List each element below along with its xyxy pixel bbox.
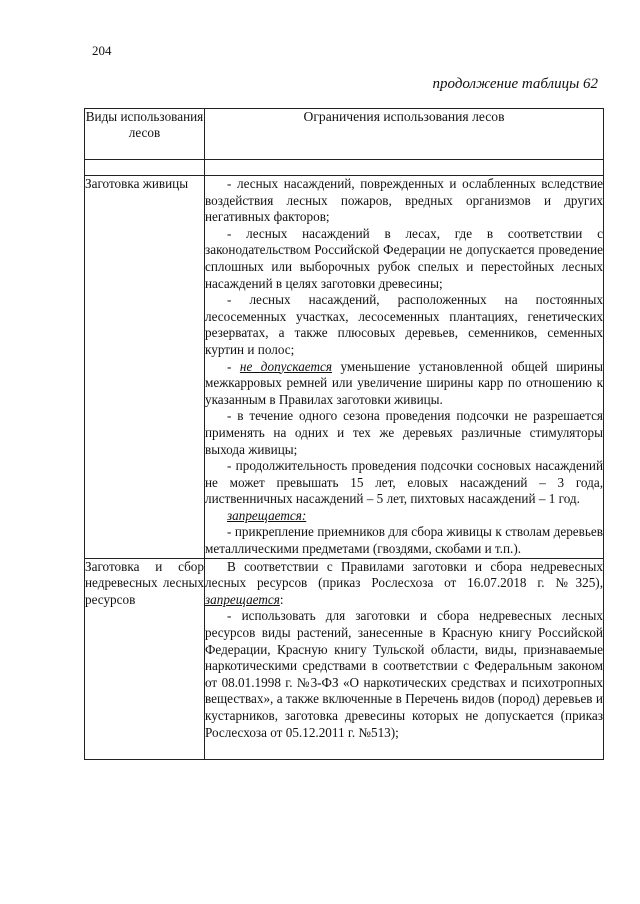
- table-header-row: [85, 109, 604, 160]
- restriction-item: - в течение одного сезона проведения подсочки не разрешается применять на одних и тех же деревьях различные стимуляторы выхода живицы;: [205, 408, 603, 457]
- spacer-cell: [205, 160, 604, 176]
- header-forest-use-types: Виды использования лесов: [85, 109, 205, 160]
- restriction-item: - лесных насаждений в лесах, где в соответствии с законодательством Российской Федерации не допускается проведение сплошных или выборочных рубок спелых и перестойных лесных насаждений в целях заготовки древесины;: [205, 225, 603, 291]
- restriction-item: [205, 359, 603, 409]
- forbidden-heading: запрещается:: [227, 507, 307, 523]
- page-number: 204: [92, 43, 112, 58]
- forest-use-kind: Заготовка живицы: [85, 176, 205, 559]
- restriction-item: - лесных насаждений, поврежденных и ослабленных вследствие воздействия лесных пожаров, вредных организмов и других негативных факторов;: [205, 176, 603, 225]
- restrictions-cell: [205, 558, 604, 759]
- table-spacer-row: [85, 160, 604, 176]
- header-forest-use-restrictions: Ограничения использования лесов: [205, 109, 604, 160]
- forest-use-kind: Заготовка и сбор недревесных лесных ресурсов: [85, 558, 205, 759]
- item-text: уменьшение установленной общей ширины межкарровых ремней или увеличение ширины карр по отношению к указанным в Правилах заготовки живицы.: [205, 358, 603, 407]
- emphasis-not-allowed: не допускается: [239, 358, 332, 374]
- restriction-item: - продолжительность проведения подсочки сосновых насаждений не может превышать 15 лет, еловых насаждений – 3 года, лиственничных насаждений – 5 лет, пихтовых насаждений – 1 год.: [205, 458, 603, 507]
- restrictions-table: [84, 108, 604, 760]
- spacer-cell: [85, 160, 205, 176]
- restrictions-cell: [205, 176, 604, 559]
- restriction-item: - лесных насаждений, расположенных на постоянных лесосеменных участках, лесосеменных плантациях, генетических резерватах, а также плюсовых деревьев, семенников, семенных куртин и полос;: [205, 292, 603, 357]
- table-continuation-caption: продолжение таблицы 62: [432, 76, 598, 92]
- table-row: [85, 558, 604, 759]
- table-row: [85, 176, 604, 559]
- emphasis-forbidden: запрещается: [205, 591, 280, 607]
- restriction-intro: В соответствии с Правилами заготовки и сбора недревесных лесных ресурсов (приказ Рослесхоза от 16.07.2018 г. №325), запрещается:: [205, 558, 603, 607]
- restriction-item: - прикрепление приемников для сбора живицы к стволам деревьев металлическими предметами (гвоздями, скобами и т.п.).: [205, 524, 603, 557]
- restriction-item: - использовать для заготовки и сбора недревесных лесных ресурсов виды растений, занесенные в Красную книгу Российской Федерации, Красную книгу Тульской области, виды, признаваемые наркотическими средствами в соответствии с Федеральным законом от 08.01.1998 г. №3-ФЗ «О наркотических средствах и психотропных веществах», а также включенные в Перечень видов (пород) деревьев и кустарников, заготовка древесины которых не допускается (приказ Рослесхоза от 05.12.2011 г. №513);: [205, 608, 603, 740]
- item-dash: -: [227, 358, 240, 374]
